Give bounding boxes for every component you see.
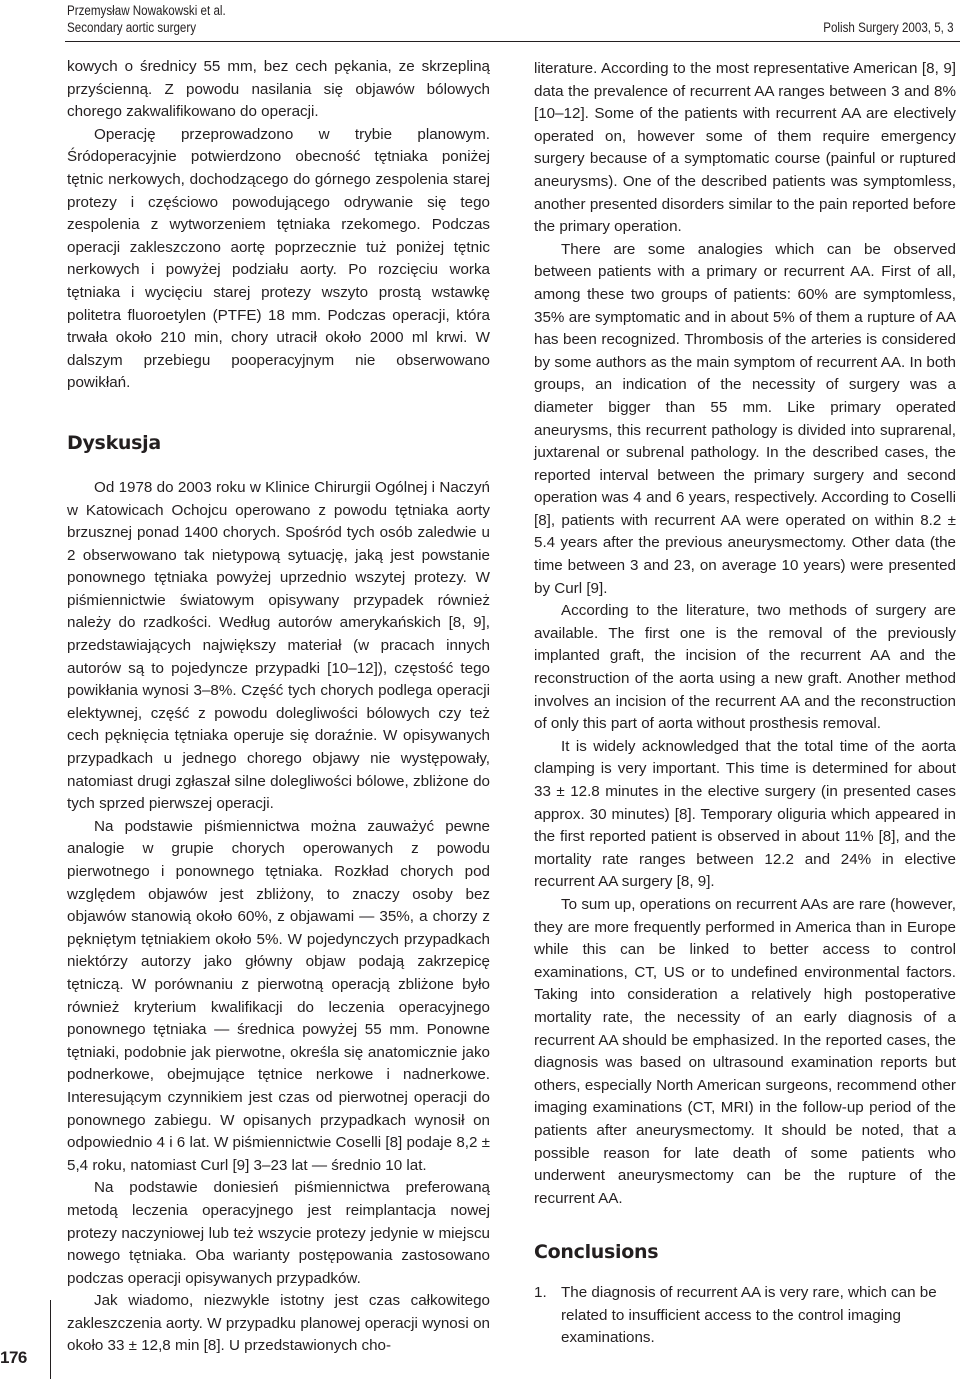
- paragraph: Jak wiadomo, niezwykle istotny jest czas całkowitego zakleszczenia aorty. W przypadku planowej operacji wynosi on około 33 ± 12,8 min [8]. U przedstawionych cho-: [67, 1292, 490, 1355]
- paragraph: Operację przeprowadzono w trybie planowym. Śródoperacyjnie potwierdzono obecność tętniaka poniżej tętnic nerkowych, dochodzącego do górnego zespolenia starej protezy i częściowo powodującego odrywanie się tego zespolenia z wytworzeniem tętniaka rzekomego. Podczas operacji zakleszczono aortę poprzecznie tuż poniżej tętnic nerkowych i powyżej podziału aorty. Po rozcięciu worka tętniaka i wycięciu starej protezy wszyto prostą wstawkę politetra fluoroetylen (PTFE) 18 mm. Podczas operacji, która trwała około 210 min, chory utracił około 2000 ml krwi. W dalszym przebiegu pooperacyjnym nie obserwowano powikłań.: [67, 125, 490, 392]
- paragraph: It is widely acknowledged that the total time of the aorta clamping is very important. This time is determined for about 33 ± 12.8 minutes in the elective surgery (in presented cases approx. 30 minutes) [8]. Temporary oliguria which appeared in the first reported patient is observed in about 11% [8], and the mortality rate ranges between 12.2 and 24% in elective recurrent AA surgery [8, 9].: [534, 737, 956, 891]
- page-number: 176: [0, 1348, 27, 1367]
- paragraph: Na podstawie piśmiennictwa można zauważyć pewne analogie w grupie chorych operowanych z powodu pierwotnego i ponownego tętniaka. Rozkład chorych pod względem objawów jest zbliżony, to znaczy osoby bez objawów stanowią około 60%, z objawami — 35%, a chorzy z pękniętym tętniakiem około 5%. W pojedynczych przypadkach niektórzy autorzy jako główny objaw podają zakrzepicę tętniczą. W porównaniu z pierwotną operacją zbliżone było również kryterium kwalifikacji do leczenia operacyjnego ponownego tętniaka — średnica powyżej 55 mm. Ponowne tętniaki, podobnie jak pierwotne, określa się anatomicznie jako podnerkowe, obejmujące tętnice nerkowe i nadnerkowe. Interesującym czynnikiem jest czas od pierwotnej operacji do ponownego zabiegu. W opisanych przypadkach wynosił on odpowiednio 4 i 6 lat. W piśmiennictwie Coselli [8] podaje 8,2 ± 5,4 roku, natomiast Curl [9] 3–23 lat — średnio 10 lat.: [67, 817, 490, 1174]
- paragraph: According to the literature, two methods of surgery are available. The first one is the removal of the previously implanted graft, the incision of the recurrent AA and the reconstruction of the aorta using a new graft. Another method involves an incision of the recurrent AA and the reconstruction of only this part of aorta without prosthesis removal.: [534, 602, 956, 733]
- header-section: Secondary aortic surgery: [67, 20, 197, 35]
- running-header-left: [67, 2, 252, 36]
- list-item-number: 1.: [534, 1284, 547, 1302]
- paragraph: literature. According to the most representative American [8, 9] data the prevalence of recurrent AA ranges between 3 and 8% [10–12]. Some of the patients with recurrent AA are electively operated on, however some of them require emergency surgery because of a symptomatic course (painful or ruptured aneurysms). One of the described patients was symptomless, another presented disorders similar to the pain reported before the primary operation.: [534, 60, 956, 236]
- list-item-text: The diagnosis of recurrent AA is very rare, which can be related to insufficient access to the control imaging examinations.: [561, 1284, 937, 1347]
- header-author: Przemysław Nowakowski et al.: [67, 3, 226, 18]
- paragraph: Na podstawie doniesień piśmiennictwa preferowaną metodą leczenia operacyjnego jest reimplantacja nowej protezy naczyniowej lub też wszycie protezy jedynie w miejscu nowego tętniaka. Oba warianty postępowania zastosowano podczas operacji opisywanych przypadków.: [67, 1179, 490, 1287]
- paragraph: To sum up, operations on recurrent AAs are rare (however, they are more frequently performed in America than in Europe while this can be linked to better access to control examinations, CT, US or to undefined environmental factors. Taking into consideration a relatively high postoperative mortality rate, the necessity of an early diagnosis of a recurrent AA should be emphasized. In the reported cases, the diagnosis was based on ultrasound examination reports but others, especially North American surgeons, recommend other imaging examinations (CT, MRI) in the follow-up period of the patients after aneurysmectomy. It should be noted, that a possible reason for late death of some patients who underwent aneurysmectomy can be the rupture of the recurrent AA.: [534, 895, 956, 1207]
- paragraph: There are some analogies which can be observed between patients with a primary or recurrent AA. First of all, among these two groups of patients: 60% are symptomless, 35% are symptomatic and in about 5% of them a rupture of AA has been recognized. Thrombosis of the arteries is considered by some authors as the main symptom of recurrent AA. In both groups, an indication of the necessity of surgery was a diameter bigger than 55 mm. Like primary operated aneurysms, this recurrent pathology is divided into suprarenal, juxtarenal or subrenal pathology. In the described cases, the reported interval between the primary surgery and second operation was 4 and 6 years, respectively. According to Coselli [8], patients with recurrent AA were operated on within 8.2 ± 5.4 years after the previous aneurysmectomy. Other data (the time between 3 and 23, on average 10 years) were presented by Curl [9].: [534, 240, 956, 597]
- page-number-rule: [50, 1300, 51, 1379]
- header-rule: [65, 41, 960, 42]
- left-column: [67, 56, 490, 1358]
- paragraph: Od 1978 do 2003 roku w Klinice Chirurgii Ogólnej i Naczyń w Katowicach Ochojcu operowano z powodu tętniaka aorty brzusznej ponad 1400 chorych. Spośród tych osób zaledwie u 2 obserwowano tak nietypową sytuację, jaką jest powstanie ponownego tętniaka powyżej uprzednio wszytej protezy. W piśmiennictwie światowym opisywany przypadek również należy do rzadkości. Według autorów amerykańskich [8, 9], przedstawiających największy materiał (w pracach innych autorów są to pojedyncze przypadki [10–12]), częstość tego powikłania wynosi 3–8%. Część tych chorych podlega operacji elektywnej, część z powodu dolegliwości bólowych czy też cech pęknięcia tętniaka operuje się doraźnie. W opisywanych przypadkach u jednego chorego objawy nie występowały, natomiast drugi zgłaszał silne dolegliwości bólowe, zbliżone do tych sprzed pierwszej operacji.: [67, 478, 490, 813]
- conclusions-list: [534, 1282, 956, 1350]
- paragraph: kowych o średnicy 55 mm, bez cech pękania, ze skrzepliną przyścienną. Z powodu nasilania się objawów bólowych chorego zakwalifikowano do operacji.: [67, 58, 490, 121]
- section-title-dyskusja: Dyskusja: [67, 431, 161, 454]
- list-item: [534, 1282, 956, 1350]
- section-title-conclusions: Conclusions: [534, 1241, 659, 1264]
- right-column: [534, 58, 956, 1350]
- header-journal: Polish Surgery 2003, 5, 3: [823, 20, 954, 35]
